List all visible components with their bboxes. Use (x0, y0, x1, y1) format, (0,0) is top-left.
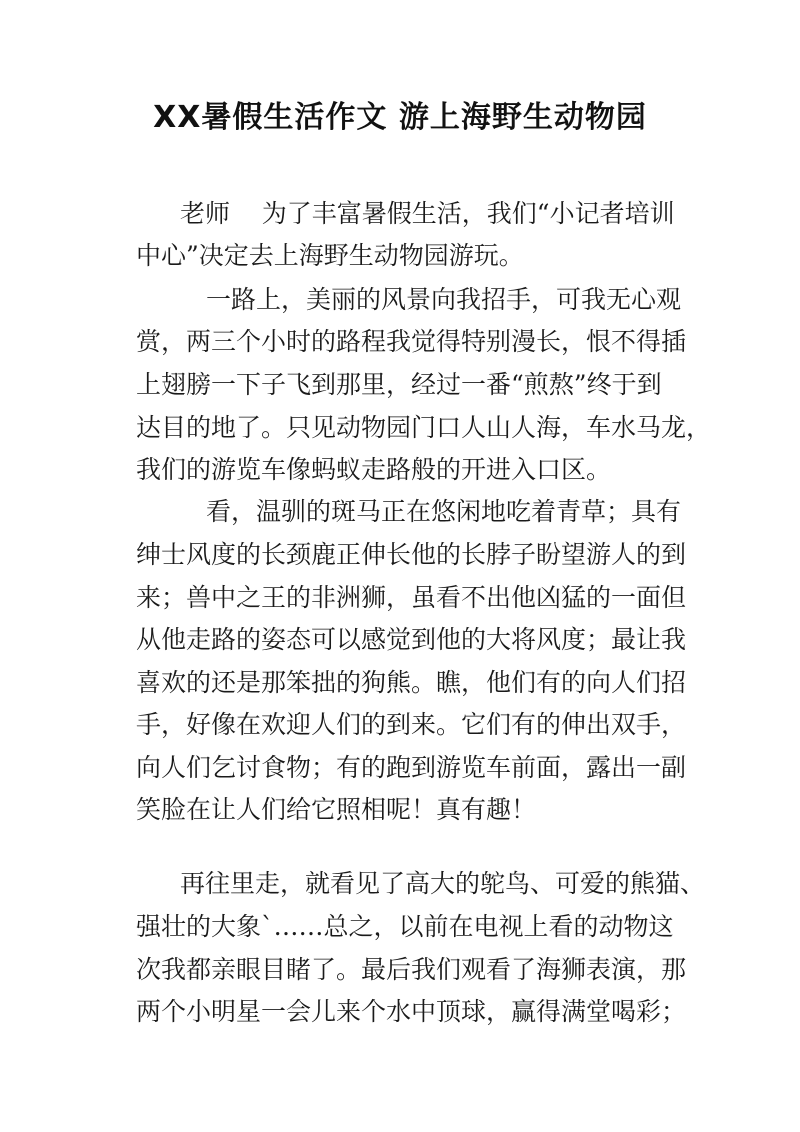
text-line: 看，温驯的斑马正在悠闲地吃着青草；具有 (206, 497, 682, 526)
text-line: 中心”决定去上海野生动物园游玩。 (136, 241, 524, 270)
document-title: XX暑假生活作文 游上海野生动物园 (153, 100, 647, 135)
text-line: 强壮的大象`……总之，以前在电视上看的动物这 (136, 912, 674, 941)
text-line: 再往里走，就看见了高大的鸵鸟、可爱的熊猫、 (180, 869, 706, 898)
text-line: 两个小明星一会儿来个水中顶球，赢得满堂喝彩； (136, 997, 687, 1026)
text-line: 喜欢的还是那笨拙的狗熊。瞧，他们有的向人们招 (136, 668, 687, 697)
text-line: 绅士风度的长颈鹿正伸长他的长脖子盼望游人的到 (136, 540, 687, 569)
text-line: 老师 为了丰富暑假生活，我们“小记者培训 (180, 199, 675, 228)
text-line: 笑脸在让人们给它照相呢！真有趣！ (136, 795, 537, 824)
text-line: 手，好像在欢迎人们的到来。它们有的伸出双手， (136, 710, 687, 739)
text-line: 我们的游览车像蚂蚁走路般的开进入口区。 (136, 455, 612, 484)
text-line: 达目的地了。只见动物园门口人山人海，车水马龙， (136, 413, 712, 442)
text-line: 上翅膀一下子飞到那里，经过一番“煎熬”终于到 (136, 370, 662, 399)
text-line: 向人们乞讨食物；有的跑到游览车前面，露出一副 (136, 753, 687, 782)
text-line: 来；兽中之王的非洲狮，虽看不出他凶猛的一面但 (136, 583, 687, 612)
text-line: 赏，两三个小时的路程我觉得特别漫长，恨不得插 (136, 327, 687, 356)
text-line: 从他走路的姿态可以感觉到他的大将风度；最让我 (136, 625, 687, 654)
text-line: 一路上，美丽的风景向我招手，可我无心观 (206, 285, 682, 314)
text-line: 次我都亲眼目睹了。最后我们观看了海狮表演，那 (136, 955, 687, 984)
